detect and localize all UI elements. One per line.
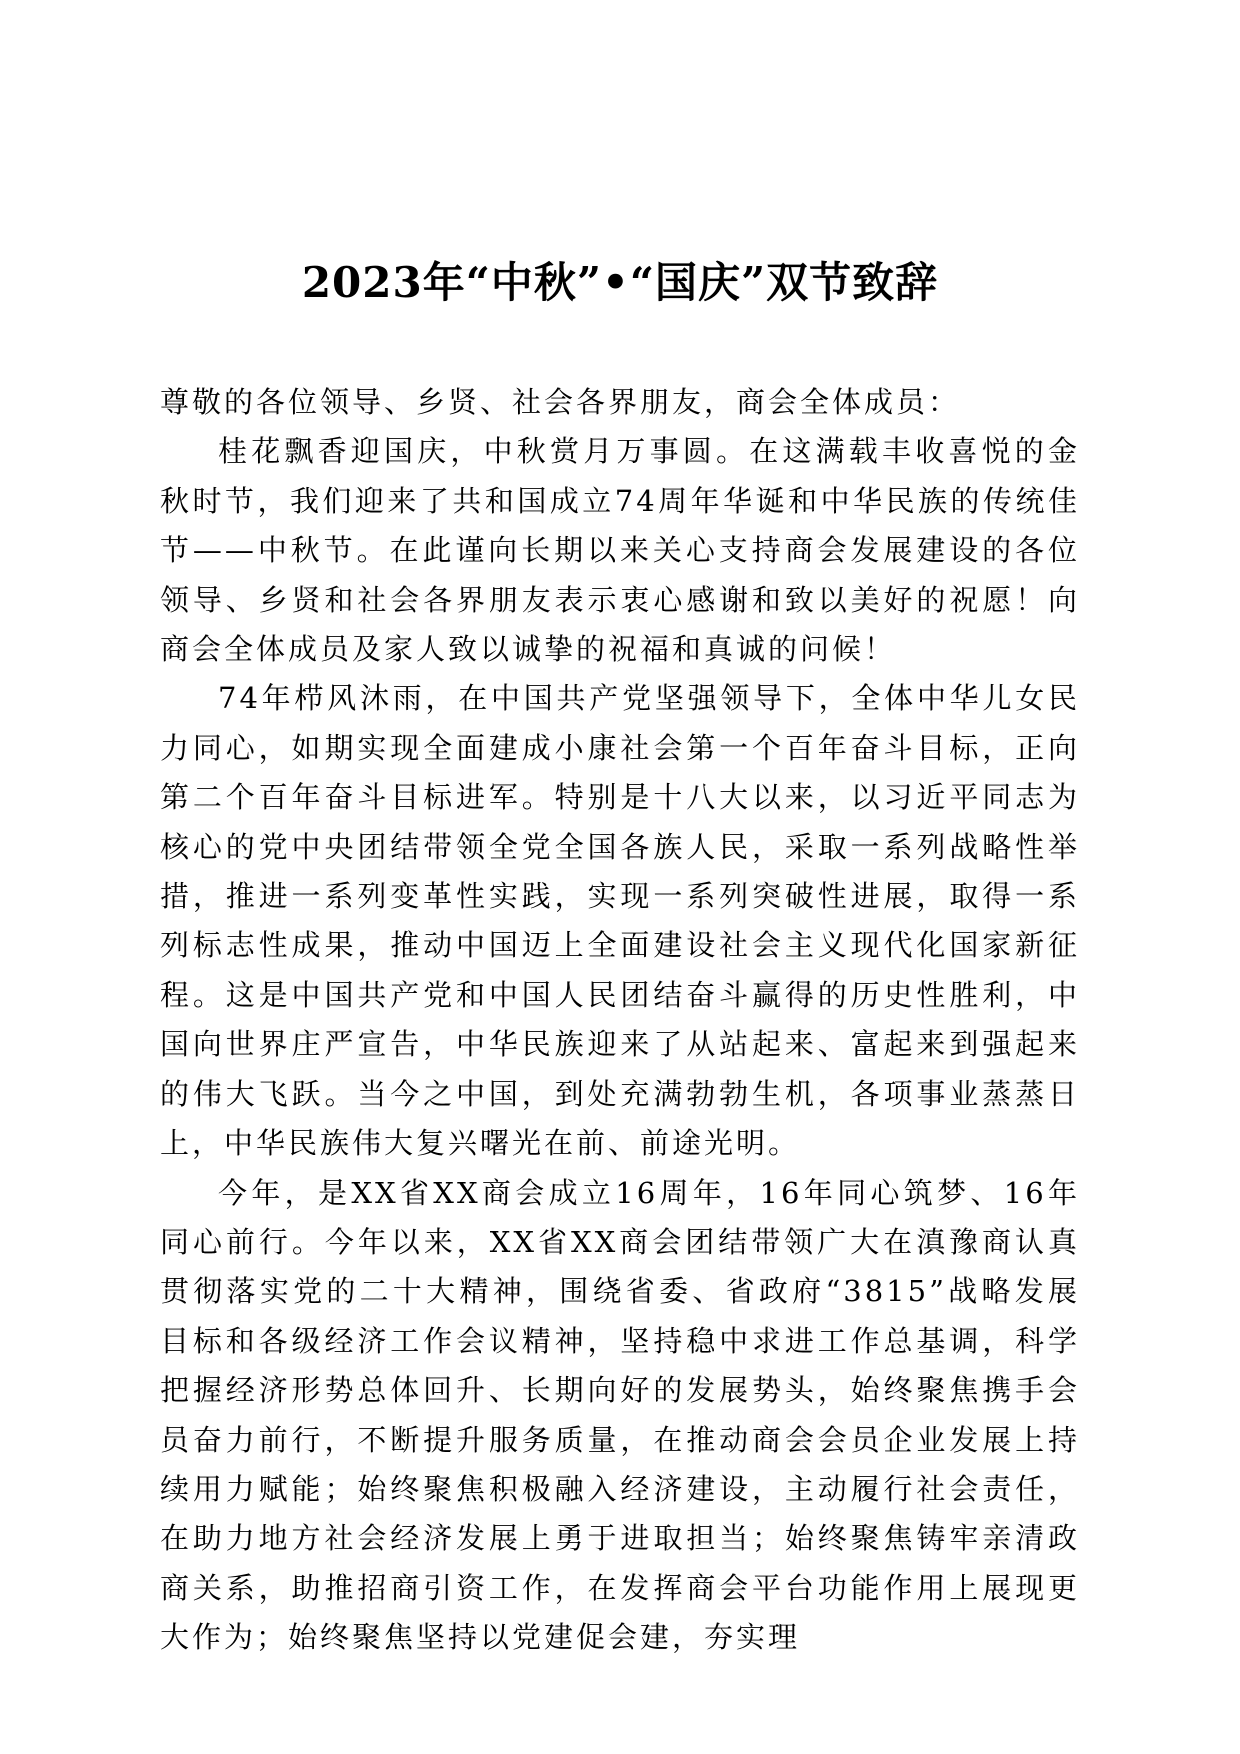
paragraph-3: 今年，是XX省XX商会成立16周年，16年同心筑梦、16年同心前行。今年以来，XX省XX商会团结带领广大在滇豫商认真贯彻落实党的二十大精神，围绕省委、省政府“3815”战略发展目标和各级经济工作会议精神，坚持稳中求进工作总基调，科学把握经济形势总体回升、长期向好的发展势头，始终聚焦携手会员奋力前行，不断提升服务质量，在推动商会会员企业发展上持续用力赋能；始终聚焦积极融入经济建设，主动履行社会责任，在助力地方社会经济发展上勇于进取担当；始终聚焦铸牢亲清政商关系，助推招商引资工作，在发挥商会平台功能作用上展现更大作为；始终聚焦坚持以党建促会建，夯实理 [160,1175,1080,1655]
document-title: 2023年“中秋”•“国庆”双节致辞 [301,258,939,307]
document-body [160,378,1080,1663]
paragraph-1: 桂花飘香迎国庆，中秋赏月万事圆。在这满载丰收喜悦的金秋时节，我们迎来了共和国成立74周年华诞和中华民族的传统佳节——中秋节。在此谨向长期以来关心支持商会发展建设的各位领导、乡贤和社会各界朋友表示衷心感谢和致以美好的祝愿！向商会全体成员及家人致以诚挚的祝福和真诚的问候！ [160,434,1080,667]
salutation: 尊敬的各位领导、乡贤、社会各界朋友，商会全体成员： [160,385,961,419]
paragraph-2: 74年栉风沐雨，在中国共产党坚强领导下，全体中华儿女民力同心，如期实现全面建成小康社会第一个百年奋斗目标，正向第二个百年奋斗目标进军。特别是十八大以来，以习近平同志为核心的党中央团结带领全党全国各族人民，采取一系列战略性举措，推进一系列变革性实践，实现一系列突破性进展，取得一系列标志性成果，推动中国迈上全面建设社会主义现代化国家新征程。这是中国共产党和中国人民团结奋斗赢得的历史性胜利，中国向世界庄严宣告，中华民族迎来了从站起来、富起来到强起来的伟大飞跃。当今之中国，到处充满勃勃生机，各项事业蒸蒸日上，中华民族伟大复兴曙光在前、前途光明。 [160,681,1080,1161]
